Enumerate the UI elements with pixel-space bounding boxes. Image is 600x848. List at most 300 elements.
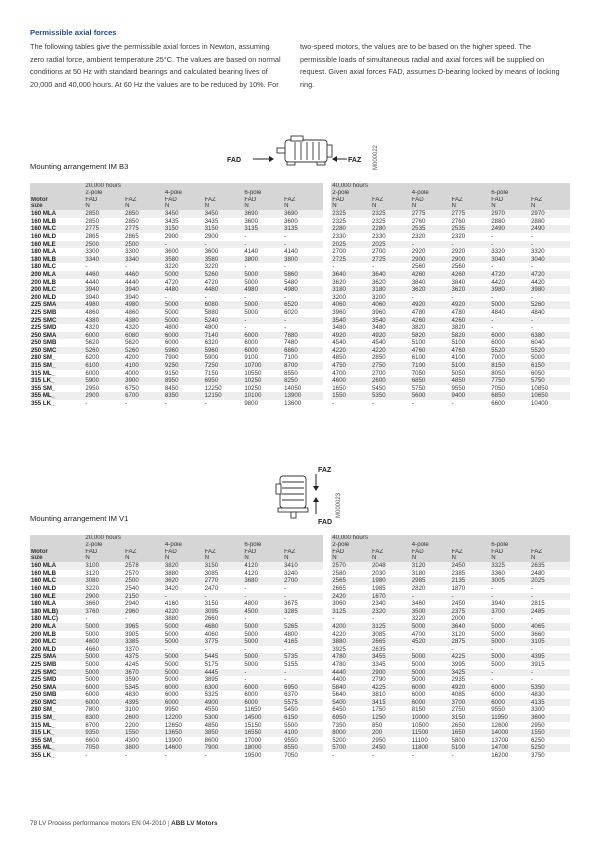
force-value-cell: 3620	[164, 577, 204, 585]
force-value-cell: 3880	[164, 615, 179, 623]
motor-size-cell: 355 SM_	[31, 384, 56, 392]
unit-header: N	[411, 555, 451, 562]
force-value-cell: 3820	[451, 324, 466, 332]
force-value-cell: 6000	[491, 691, 505, 699]
column-gap	[323, 737, 331, 745]
force-value-cell: 4980	[84, 301, 124, 309]
force-value-cell: 2000	[451, 615, 466, 623]
force-header: FAD	[84, 549, 124, 556]
table-row	[30, 631, 570, 639]
force-value-cell: 5000	[85, 660, 99, 668]
force-value-cell: -	[490, 241, 530, 249]
force-value-cell: 2875	[451, 638, 491, 646]
force-value-cell: 6150	[283, 714, 323, 722]
force-value-cell: -	[531, 584, 534, 592]
force-value-cell: 3200	[372, 293, 386, 301]
force-value-cell: 5500	[284, 721, 298, 729]
force-value-cell: 6000	[243, 684, 283, 692]
force-value-cell: 6000	[411, 699, 451, 707]
force-value-cell: -	[531, 645, 534, 653]
force-value-cell: 4440	[85, 278, 99, 286]
unit-header: N	[204, 555, 244, 562]
force-value-cell: 5000	[411, 669, 451, 677]
force-value-cell: 2320	[411, 232, 426, 240]
force-value-cell: 2850	[125, 217, 139, 225]
force-value-cell: 1985	[372, 584, 386, 592]
force-value-cell: 2700	[372, 369, 386, 377]
table-row	[30, 225, 570, 233]
motor-size-cell: 200 MLC	[30, 638, 84, 646]
force-value-cell: 5520	[530, 347, 570, 355]
force-value-cell: -	[531, 324, 534, 332]
force-value-cell: 3590	[125, 676, 139, 684]
force-value-cell: 4800	[284, 630, 298, 638]
force-value-cell: 4245	[125, 660, 139, 668]
force-value-cell: -	[243, 317, 283, 325]
motor-size-cell: 225 SMB	[31, 660, 57, 668]
force-value-cell: 4165	[283, 638, 323, 646]
force-value-cell: 4445	[204, 669, 244, 677]
force-value-cell: 4320	[85, 324, 99, 332]
force-header: FAZ	[530, 197, 570, 204]
column-gap	[323, 752, 331, 760]
force-value-cell: 2320	[371, 608, 411, 616]
table-row	[30, 248, 570, 256]
force-value-cell: 2770	[204, 577, 244, 585]
force-value-cell: 9400	[451, 392, 491, 400]
force-value-cell: 3880	[331, 638, 371, 646]
force-value-cell: -	[451, 593, 491, 601]
column-gap	[323, 593, 331, 601]
motor-b3-diagram	[225, 130, 395, 170]
force-value-cell: 5260	[530, 301, 570, 309]
force-value-cell: 2665	[371, 638, 411, 646]
force-value-cell: 5350	[530, 684, 570, 692]
force-value-cell: 3600	[284, 217, 298, 225]
force-value-cell: -	[243, 593, 283, 601]
column-gap	[323, 661, 331, 669]
column-gap	[323, 183, 331, 190]
force-value-cell: 4000	[125, 369, 139, 377]
force-value-cell: 3660	[85, 600, 99, 608]
force-value-cell: 1250	[371, 714, 411, 722]
force-value-cell: 19500	[244, 752, 262, 760]
force-value-cell: 6000	[411, 684, 451, 692]
force-value-cell: 6100	[411, 354, 426, 362]
force-header: FAZ	[204, 549, 244, 556]
force-value-cell: 4760	[411, 347, 451, 355]
force-value-cell: 12250	[204, 384, 222, 392]
force-value-cell: 14000	[490, 729, 530, 737]
force-value-cell: 14500	[243, 714, 283, 722]
force-header: FAD	[164, 197, 204, 204]
motor-size-cell: 225 SMA	[30, 653, 84, 661]
force-value-cell: 3345	[372, 660, 386, 668]
force-value-cell: 1980	[371, 577, 411, 585]
force-value-cell: 4100	[451, 354, 466, 362]
force-value-cell: -	[164, 752, 167, 760]
force-value-cell: 7100	[284, 354, 298, 362]
page-footer: 78 LV Process performance motors EN 04-2010 | ABB LV Motors	[30, 820, 218, 827]
column-gap	[323, 714, 331, 722]
force-value-cell: -	[284, 645, 287, 653]
force-value-cell: -	[451, 241, 491, 249]
force-value-cell: 10000	[411, 714, 451, 722]
table-row	[30, 615, 570, 623]
motor-size-cell: 315 LK_	[30, 729, 84, 737]
column-gap	[323, 286, 331, 294]
table-row	[30, 218, 570, 226]
force-value-cell: 2775	[124, 225, 164, 233]
force-value-cell: -	[531, 263, 534, 271]
force-value-cell: -	[284, 232, 287, 240]
force-value-cell: 1650	[332, 384, 346, 392]
column-gap	[323, 729, 331, 737]
faz-label: FAZ	[348, 157, 362, 164]
force-value-cell: 2775	[451, 210, 491, 218]
force-value-cell: 4300	[125, 736, 139, 744]
force-value-cell: -	[85, 752, 88, 760]
force-value-cell: -	[284, 615, 287, 623]
force-value-cell: -	[332, 752, 335, 760]
force-value-cell: 2950	[372, 736, 386, 744]
force-value-cell: -	[244, 615, 247, 623]
force-value-cell: 3940	[84, 286, 124, 294]
motor-size-cell: 250 SMC	[30, 699, 84, 707]
force-value-cell: 5100	[411, 339, 426, 347]
force-header: FAD	[490, 549, 530, 556]
force-value-cell: 6860	[283, 347, 323, 355]
force-value-cell: 5840	[331, 684, 371, 692]
force-value-cell: 3370	[125, 645, 139, 653]
force-value-cell: 2325	[332, 217, 346, 225]
force-value-cell: 3135	[283, 225, 323, 233]
force-value-cell: 5000	[531, 354, 545, 362]
force-value-cell: -	[491, 584, 494, 592]
force-value-cell: 4140	[244, 248, 258, 256]
column-gap	[323, 317, 331, 325]
force-value-cell: 3450	[164, 210, 204, 218]
force-value-cell: 2650	[451, 721, 466, 729]
force-value-cell: 3980	[490, 286, 530, 294]
table-row	[30, 233, 570, 241]
force-value-cell: 3960	[372, 308, 386, 316]
force-value-cell: 3580	[164, 256, 204, 264]
force-value-cell: 8550	[283, 744, 323, 752]
force-value-cell: 4395	[124, 699, 164, 707]
force-value-cell: -	[283, 593, 323, 601]
force-value-cell: 6000	[84, 699, 124, 707]
force-value-cell: 5000	[85, 676, 99, 684]
force-value-cell: 2950	[85, 384, 99, 392]
force-value-cell: -	[332, 263, 335, 271]
force-value-cell: 2485	[530, 608, 570, 616]
force-value-cell: 3540	[371, 317, 411, 325]
force-value-cell: 6600	[491, 400, 505, 408]
force-value-cell: 5000	[244, 278, 258, 286]
force-value-cell: 10100	[243, 392, 283, 400]
force-value-cell: 6300	[204, 684, 244, 692]
force-value-cell: 8050	[491, 369, 505, 377]
force-value-cell: 2135	[451, 577, 491, 585]
force-value-cell: 7480	[284, 339, 298, 347]
column-gap	[323, 577, 331, 585]
motor-size-cell: 315 SM_	[30, 714, 84, 722]
force-value-cell: 6150	[530, 362, 570, 370]
force-value-cell: 8350	[164, 392, 204, 400]
force-value-cell: 3455	[371, 653, 411, 661]
force-value-cell: 2578	[124, 562, 164, 570]
force-value-cell: 7050	[491, 384, 505, 392]
force-value-cell: 2660	[204, 615, 219, 623]
force-value-cell: 3150	[204, 562, 244, 570]
force-value-cell: 8150	[490, 362, 530, 370]
force-value-cell: 5000	[411, 653, 451, 661]
force-value-cell: 3135	[243, 225, 283, 233]
force-value-cell: 13650	[164, 729, 204, 737]
force-value-cell: 5350	[371, 392, 411, 400]
column-gap	[323, 263, 331, 271]
force-value-cell: 14600	[164, 744, 204, 752]
axial-force-table-b3	[30, 183, 570, 408]
force-value-cell: 2325	[371, 210, 411, 218]
force-value-cell: 2560	[411, 263, 426, 271]
table-row	[30, 317, 570, 325]
force-value-cell: 4920	[371, 332, 411, 340]
force-value-cell: 5750	[530, 377, 570, 385]
force-value-cell: 2760	[451, 217, 466, 225]
force-value-cell: 5000	[243, 301, 283, 309]
force-value-cell: 5000	[490, 623, 530, 631]
force-value-cell: 2790	[372, 676, 386, 684]
force-value-cell: 3800	[243, 256, 283, 264]
force-value-cell: 3415	[371, 699, 411, 707]
force-value-cell: 4420	[531, 278, 545, 286]
force-value-cell: 4780	[332, 660, 346, 668]
force-value-cell: 10700	[243, 362, 283, 370]
force-value-cell: 2450	[451, 600, 466, 608]
force-value-cell: 2340	[372, 600, 386, 608]
force-value-cell: 6450	[332, 706, 346, 714]
force-value-cell: 3540	[331, 317, 371, 325]
force-value-cell: 4660	[85, 645, 99, 653]
force-value-cell: 1870	[451, 584, 466, 592]
force-value-cell: 4120	[244, 569, 258, 577]
force-value-cell: 8300	[84, 714, 124, 722]
force-value-cell: 4550	[204, 706, 219, 714]
force-value-cell: 6200	[85, 354, 99, 362]
force-value-cell: 3120	[451, 630, 466, 638]
force-value-cell: -	[244, 584, 247, 592]
force-value-cell: 8000	[331, 729, 371, 737]
force-value-cell: -	[244, 676, 247, 684]
force-value-cell: 11100	[411, 736, 428, 744]
pole-header: 2-pole	[331, 190, 411, 197]
motor-size-cell: 200 MLA	[30, 271, 84, 279]
pole-header: 6-pole	[490, 542, 570, 549]
column-gap	[323, 324, 331, 332]
intro-text-right: two-speed motors, the values are to be based on the higher speed. The permissible loads of simultaneous radial and axial forces will be supplied on request. Given axial forces FAD, assumes D-bearing locked by means of locking ring.	[300, 42, 560, 89]
force-value-cell: 4720	[164, 278, 179, 286]
force-value-cell: 11800	[411, 744, 451, 752]
force-value-cell: 8700	[85, 721, 99, 729]
force-value-cell: 3680	[243, 577, 283, 585]
force-value-cell: 4720	[204, 278, 219, 286]
force-value-cell: 5000	[84, 669, 124, 677]
force-value-cell: 4225	[371, 684, 411, 692]
force-value-cell: 5620	[85, 339, 99, 347]
force-value-cell: 7050	[411, 369, 426, 377]
force-value-cell: 10650	[530, 392, 570, 400]
force-value-cell: 2865	[85, 232, 99, 240]
force-value-cell: 6000	[490, 332, 530, 340]
force-value-cell: 6000	[84, 684, 124, 692]
force-value-cell: 6380	[530, 332, 570, 340]
force-value-cell: 5860	[283, 271, 323, 279]
force-value-cell: -	[531, 615, 534, 623]
unit-header: N	[331, 203, 371, 210]
motor-size-cell: 250 SMB	[31, 691, 57, 699]
force-header: FAD	[331, 549, 371, 556]
force-value-cell: 5100	[451, 744, 491, 752]
column-gap	[323, 347, 331, 355]
column-gap	[323, 600, 331, 608]
force-value-cell: 4100	[124, 362, 164, 370]
force-value-cell: 5000	[164, 308, 179, 316]
force-value-cell: 5000	[164, 638, 204, 646]
force-value-cell: 6000	[490, 699, 530, 707]
table-row	[30, 737, 570, 745]
motor-size-cell: 315 ML_	[31, 721, 56, 729]
force-value-cell: 6000	[164, 699, 204, 707]
force-value-cell: 5880	[204, 308, 219, 316]
table-row	[30, 354, 570, 362]
force-value-cell: -	[491, 232, 494, 240]
column-gap	[323, 279, 331, 287]
force-value-cell: 7050	[284, 752, 298, 760]
force-value-cell: -	[372, 752, 375, 760]
force-value-cell: 16550	[243, 729, 283, 737]
motor-size-cell: 250 SMA	[30, 332, 84, 340]
column-gap	[323, 203, 331, 210]
force-value-cell: 4860	[85, 308, 99, 316]
force-value-cell: 7900	[164, 354, 179, 362]
force-value-cell: 3980	[530, 286, 570, 294]
force-value-cell: 2450	[371, 744, 411, 752]
force-value-cell: 2900	[84, 593, 124, 601]
table-row	[30, 699, 570, 707]
force-value-cell: 4060	[331, 301, 371, 309]
column-gap	[323, 691, 331, 699]
force-value-cell: 13700	[491, 736, 509, 744]
force-value-cell: 2490	[530, 225, 570, 233]
force-value-cell: 5000	[243, 271, 283, 279]
motor-size-cell: 200 MLC	[30, 286, 84, 294]
force-value-cell: 3640	[331, 271, 371, 279]
force-value-cell: 2970	[530, 210, 570, 218]
column-gap	[323, 615, 331, 623]
unit-header: N	[84, 203, 124, 210]
force-value-cell: 3095	[204, 608, 244, 616]
table-row	[30, 684, 570, 692]
motor-size-cell: 180 MLA	[31, 248, 57, 256]
unit-header: N	[164, 203, 204, 210]
force-value-cell: 8550	[284, 369, 298, 377]
force-value-cell: 3100	[125, 706, 139, 714]
force-value-cell: 9350	[84, 729, 124, 737]
force-value-cell: 2325	[331, 210, 371, 218]
force-value-cell: 3410	[283, 562, 323, 570]
column-gap	[323, 362, 331, 370]
force-value-cell: 2490	[490, 225, 530, 233]
force-value-cell: 5325	[204, 691, 219, 699]
column-gap	[323, 241, 331, 249]
force-value-cell: 2900	[451, 256, 491, 264]
force-value-cell: 2480	[531, 569, 545, 577]
force-value-cell: 3620	[411, 286, 451, 294]
force-header: FAZ	[124, 549, 164, 556]
table-row	[30, 593, 570, 601]
force-value-cell: 3940	[124, 286, 164, 294]
force-value-cell: 2560	[451, 263, 466, 271]
force-value-cell: 4220	[331, 347, 371, 355]
motor-size-cell: 180 MLB)	[30, 608, 84, 616]
force-value-cell: 2900	[84, 392, 124, 400]
force-value-cell: 3660	[531, 630, 545, 638]
table-v1-title: Mounting arrangement IM V1	[30, 514, 129, 523]
force-value-cell: 3905	[125, 630, 139, 638]
force-value-cell: 2635	[372, 645, 386, 653]
force-value-cell: -	[531, 676, 534, 684]
force-value-cell: -	[451, 645, 454, 653]
force-value-cell: 7140	[204, 332, 244, 340]
motor-v1-diagram	[270, 462, 370, 528]
force-header: FAZ	[283, 549, 323, 556]
force-value-cell: 18000	[243, 744, 283, 752]
force-value-cell: 6850	[411, 377, 451, 385]
unit-header: N	[243, 555, 283, 562]
force-value-cell: -	[531, 232, 534, 240]
force-value-cell: 7900	[204, 744, 244, 752]
motor-size-cell: 160 MLD	[31, 584, 57, 592]
force-value-cell: 2900	[204, 232, 219, 240]
force-value-cell: 6000	[243, 347, 283, 355]
force-value-cell: 4160	[164, 600, 179, 608]
force-value-cell: 2600	[124, 714, 164, 722]
force-value-cell: 5520	[490, 347, 530, 355]
force-value-cell: 5000	[85, 630, 99, 638]
force-value-cell: -	[372, 400, 375, 408]
motor-size-cell: 160 MLD	[31, 232, 57, 240]
force-value-cell: 4100	[283, 729, 323, 737]
unit-header: N	[84, 555, 124, 562]
force-value-cell: 4780	[411, 308, 426, 316]
force-value-cell: 3220	[204, 263, 219, 271]
column-gap	[323, 744, 331, 752]
force-value-cell: 8700	[283, 362, 323, 370]
column-gap	[323, 225, 331, 233]
force-value-cell: 3385	[124, 638, 164, 646]
force-value-cell: -	[283, 241, 323, 249]
table-row	[30, 706, 570, 714]
motor-size-cell: 180 MLC)	[31, 615, 59, 623]
column-gap	[323, 585, 331, 593]
force-value-cell: 4720	[490, 271, 530, 279]
force-header: FAD	[243, 549, 283, 556]
force-value-cell: 5750	[411, 384, 426, 392]
column-gap	[323, 706, 331, 714]
force-value-cell: 4850	[451, 377, 491, 385]
